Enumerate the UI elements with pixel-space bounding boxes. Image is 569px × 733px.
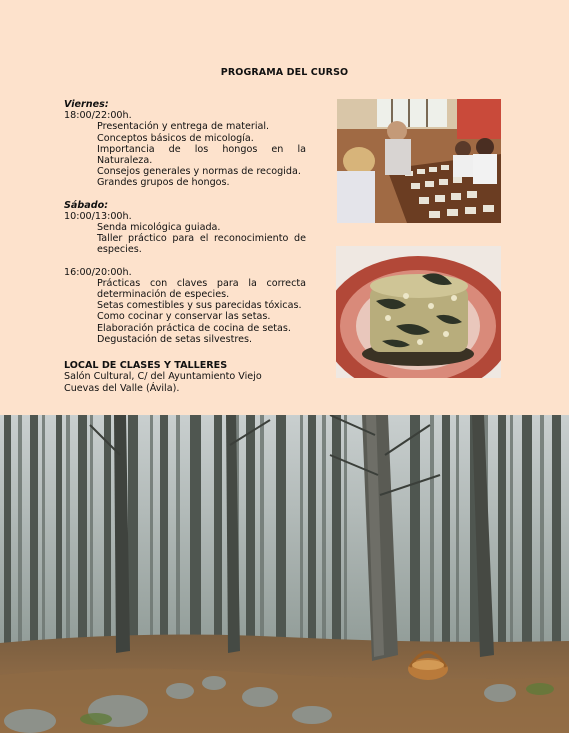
time-saturday-afternoon: 16:00/20:00h. <box>64 266 132 278</box>
classroom-photo <box>337 99 501 223</box>
venue-info <box>64 360 324 394</box>
page-title: PROGRAMA DEL CURSO <box>220 67 349 78</box>
list-item: Importancia de los hongos en la Naturaleza. <box>97 143 306 167</box>
day-friday-label: Viernes <box>64 99 105 110</box>
day-friday: Viernes: <box>64 99 109 110</box>
venue-address: Salón Cultural, C/ del Ayuntamiento Viejo <box>64 371 262 383</box>
course-program <box>64 99 306 345</box>
time-saturday-morning: 10:00/13:00h. <box>64 210 132 222</box>
venue-city: Cuevas del Valle (Ávila). <box>64 382 180 394</box>
list-item: Como cocinar y conservar las setas. <box>97 311 271 323</box>
venue-heading: LOCAL DE CLASES Y TALLERES <box>64 360 228 371</box>
list-item: Conceptos básicos de micología. <box>97 132 254 144</box>
mushroom-dish-photo <box>336 246 501 378</box>
list-item: Elaboración práctica de cocina de setas. <box>97 322 291 334</box>
time-friday: 18:00/22:00h. <box>64 110 132 122</box>
list-item: Presentación y entrega de material. <box>97 121 270 133</box>
day-saturday-label: Sábado <box>64 199 105 211</box>
list-item: Degustación de setas silvestres. <box>97 333 253 345</box>
list-item: Prácticas con claves para la correcta determinación de especies. <box>97 277 306 301</box>
day-saturday: Sábado: <box>64 199 109 211</box>
list-item: Taller práctico para el reconocimiento de especies. <box>97 233 306 256</box>
list-item: Senda micológica guiada. <box>97 222 221 234</box>
list-item: Consejos generales y normas de recogida. <box>97 166 301 178</box>
pine-forest-photo <box>0 415 569 733</box>
list-item: Grandes grupos de hongos. <box>97 177 230 189</box>
list-item: Setas comestibles y sus parecidas tóxicas. <box>97 300 302 312</box>
